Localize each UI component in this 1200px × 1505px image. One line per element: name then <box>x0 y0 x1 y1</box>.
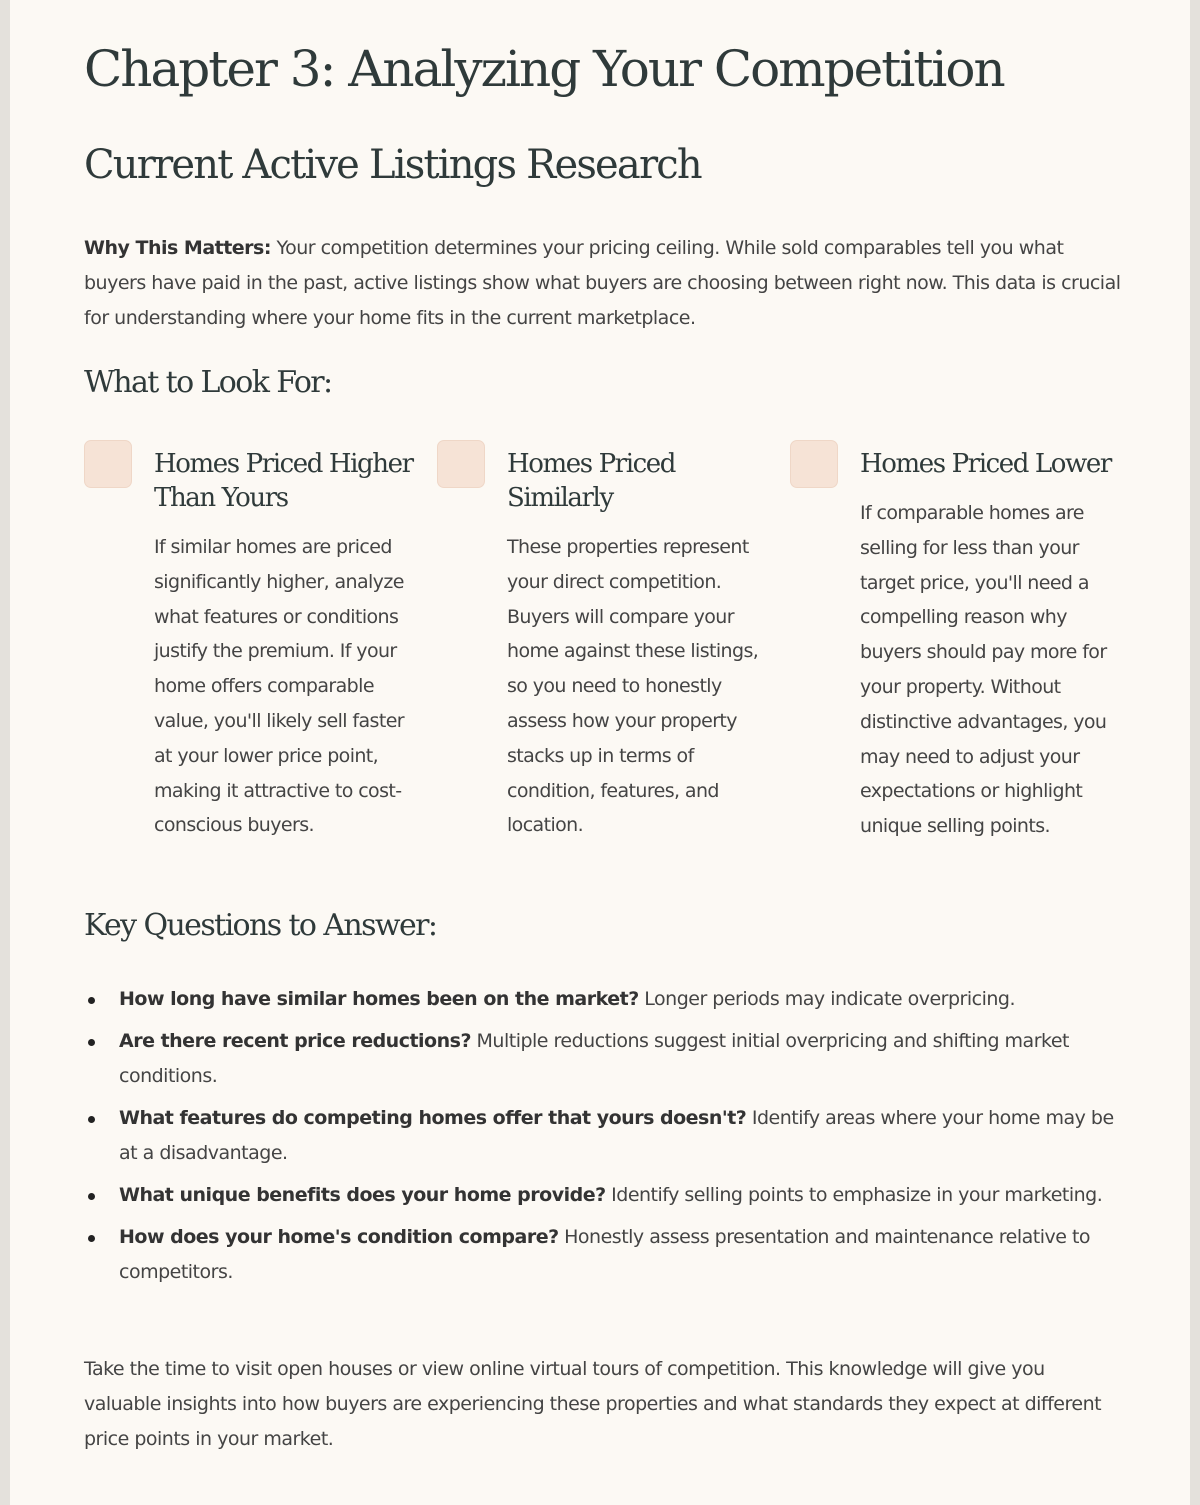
question-text: How long have similar homes been on the market? <box>119 988 639 1010</box>
answer-text: Honestly assess presentation and maintenance relative to competitors. <box>119 1226 1091 1283</box>
closing-paragraph: Take the time to visit open houses or view online virtual tours of competition. This knowledge will give you valuable insights into how buyers are experiencing these properties and what standards they expect at different price points in your market. <box>84 1358 1102 1450</box>
card-title: Homes Priced Higher Than Yours <box>154 449 413 513</box>
checkbox-icon[interactable] <box>437 440 485 488</box>
card-title: Homes Priced Lower <box>860 449 1111 479</box>
document-page <box>10 0 1190 1505</box>
what-to-look-for-heading: What to Look For: <box>84 365 332 400</box>
checkbox-icon[interactable] <box>790 440 838 488</box>
intro-text: Your competition determines your pricing ceiling. While sold comparables tell you what buyers have paid in the past, active listings show what buyers are choosing between right now. This data is crucial for understanding where your home fits in the current marketplace. <box>84 237 1121 329</box>
question-text: What unique benefits does your home provide? <box>119 1184 606 1206</box>
bullet-icon <box>88 1039 95 1046</box>
card-body: These properties represent your direct competition. Buyers will compare your home against these listings, so you need to honestly assess how your property stacks up in terms of condition, features, and location. <box>507 536 759 837</box>
answer-text: Multiple reductions suggest initial overpricing and shifting market conditions. <box>119 1030 1069 1087</box>
question-text: How does your home's condition compare? <box>119 1226 559 1248</box>
intro-paragraph <box>84 231 1124 336</box>
bullet-icon <box>88 997 95 1004</box>
bullet-icon <box>88 1116 95 1123</box>
list-item <box>84 1178 1134 1213</box>
chapter-title: Chapter 3: Analyzing Your Competition <box>84 40 1004 98</box>
card-body: If similar homes are priced significantly higher, analyze what features or conditions justify the premium. If your home offers comparable value, you'll likely sell faster at your lower price point, making it attractive to cost-conscious buyers. <box>154 536 405 837</box>
checkbox-icon[interactable] <box>84 440 132 488</box>
list-item <box>84 1024 1134 1094</box>
key-questions-heading: Key Questions to Answer: <box>84 908 437 943</box>
question-text: What features do competing homes offer that yours doesn't? <box>119 1107 747 1129</box>
intro-label: Why This Matters: <box>84 237 271 259</box>
list-item <box>84 1220 1134 1290</box>
answer-text: Identify areas where your home may be at a disadvantage. <box>119 1107 1114 1164</box>
question-text: Are there recent price reductions? <box>119 1030 471 1052</box>
key-questions-list <box>84 982 1134 1297</box>
card-body: If comparable homes are selling for less than your target price, you'll need a compelling reason why buyers should pay more for your property. Without distinctive advantages, you may need to adjust your expectations or highlight unique selling points. <box>860 502 1107 838</box>
bullet-icon <box>88 1193 95 1200</box>
card-title: Homes Priced Similarly <box>507 449 676 513</box>
list-item <box>84 982 1134 1017</box>
bullet-icon <box>88 1235 95 1242</box>
list-item <box>84 1101 1134 1171</box>
answer-text: Longer periods may indicate overpricing. <box>638 988 1016 1010</box>
section-title: Current Active Listings Research <box>84 142 701 188</box>
answer-text: Identify selling points to emphasize in your marketing. <box>605 1184 1103 1206</box>
